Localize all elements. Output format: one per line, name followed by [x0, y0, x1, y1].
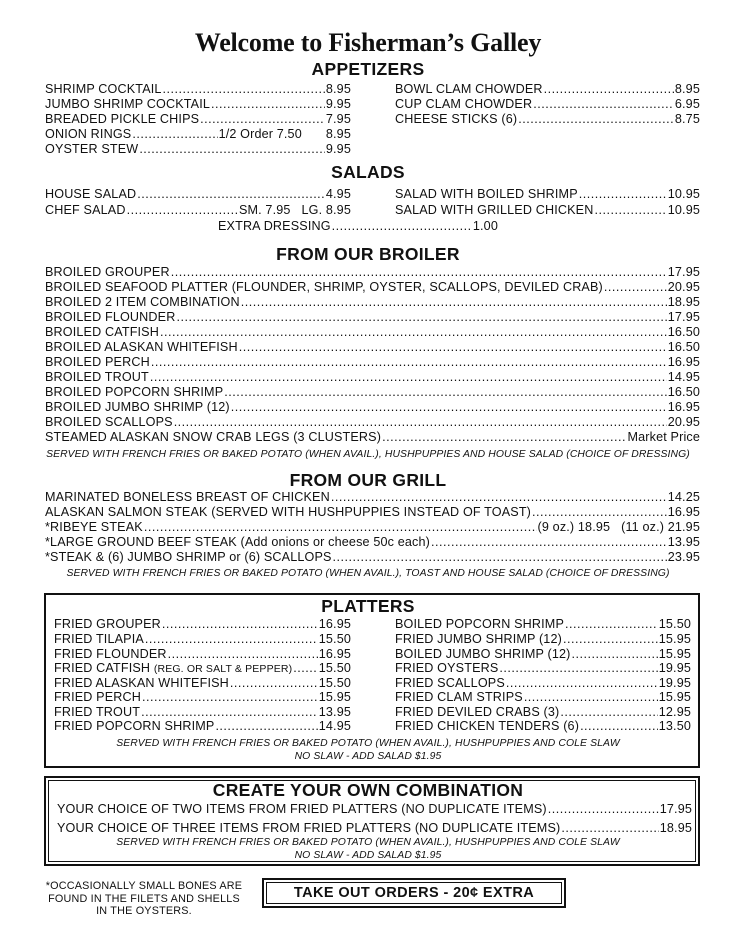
item-price: 1.00	[472, 219, 498, 233]
item-name: BROILED CATFISH	[45, 325, 159, 339]
item-price: 17.95	[659, 802, 692, 816]
item-price: 16.50	[667, 340, 700, 354]
item-price: 4.95	[325, 187, 351, 201]
item-name: ALASKAN SALMON STEAK (SERVED WITH HUSHPUPPIES INSTEAD OF TOAST)	[45, 505, 532, 519]
item-name: HOUSE SALAD	[45, 187, 137, 201]
broiler-served-note: SERVED WITH FRENCH FRIES OR BAKED POTATO (WHEN AVAIL.), HUSHPUPPIES AND HOUSE SALAD (CHOICE OF DRESSING)	[46, 449, 690, 460]
item-name: FRIED PERCH	[54, 690, 142, 704]
menu-item	[45, 385, 700, 400]
item-price: 16.95	[318, 647, 351, 661]
item-name: OYSTER STEW	[45, 142, 139, 156]
menu-item	[45, 550, 700, 565]
menu-item	[45, 370, 700, 385]
menu-item	[45, 127, 351, 142]
menu-item	[57, 821, 692, 836]
menu-item	[395, 82, 700, 97]
item-price: 12.95	[658, 705, 691, 719]
item-price: 10.95	[667, 203, 700, 217]
item-price: 14.25	[667, 490, 700, 504]
item-price: 8.75	[674, 112, 700, 126]
item-name: FRIED POPCORN SHRIMP	[54, 719, 215, 733]
item-name: BOWL CLAM CHOWDER	[395, 82, 543, 96]
menu-item	[45, 203, 351, 218]
item-name: BROILED ALASKAN WHITEFISH	[45, 340, 238, 354]
menu-item	[45, 400, 700, 415]
item-name: FRIED CLAM STRIPS	[395, 690, 523, 704]
item-price: 16.95	[667, 400, 700, 414]
item-price: 15.95	[658, 632, 691, 646]
item-price: 18.95	[659, 821, 692, 835]
menu-item	[395, 187, 700, 202]
menu-item	[45, 97, 351, 112]
item-price: (9 oz.) 18.95 (11 oz.) 21.95	[537, 520, 700, 534]
item-price: 15.50	[318, 632, 351, 646]
item-name: CHEF SALAD	[45, 203, 126, 217]
item-name: EXTRA DRESSING	[218, 219, 331, 233]
menu-item	[54, 705, 351, 720]
item-price: 13.50	[658, 719, 691, 733]
item-price: 16.50	[667, 325, 700, 339]
item-name: BROILED JUMBO SHRIMP (12)	[45, 400, 230, 414]
menu-item	[45, 310, 700, 325]
appetizers-heading: APPETIZERS	[311, 59, 425, 79]
bones-disclaimer: *OCCASIONALLY SMALL BONES ARE FOUND IN THE FILETS AND SHELLS IN THE OYSTERS.	[45, 880, 243, 917]
item-name: FRIED JUMBO SHRIMP (12)	[395, 632, 562, 646]
item-name: *STEAK & (6) JUMBO SHRIMP or (6) SCALLOPS	[45, 550, 332, 564]
item-price: 15.50	[318, 661, 351, 675]
item-name-detail: (REG. OR SALT & PEPPER)	[153, 663, 293, 675]
item-price: 17.95	[667, 265, 700, 279]
menu-item	[54, 661, 351, 677]
item-price: 19.95	[658, 676, 691, 690]
takeout-banner: TAKE OUT ORDERS - 20¢ EXTRA	[262, 878, 566, 908]
item-name: SALAD WITH GRILLED CHICKEN	[395, 203, 594, 217]
menu-item	[395, 647, 691, 662]
item-name: BROILED SEAFOOD PLATTER (FLOUNDER, SHRIMP, OYSTER, SCALLOPS, DEVILED CRAB)	[45, 280, 603, 294]
menu-item	[395, 690, 691, 705]
item-price: 6.95	[674, 97, 700, 111]
item-price: 18.95	[667, 295, 700, 309]
item-name: BROILED POPCORN SHRIMP	[45, 385, 224, 399]
item-price: 15.50	[658, 617, 691, 631]
grill-served-note: SERVED WITH FRENCH FRIES OR BAKED POTATO (WHEN AVAIL.), TOAST AND HOUSE SALAD (CHOICE OF DRESSING)	[66, 568, 670, 579]
item-price: 15.95	[658, 647, 691, 661]
item-name: CHEESE STICKS (6)	[395, 112, 518, 126]
menu-item	[45, 505, 700, 520]
menu-item	[45, 520, 700, 535]
item-name: FRIED TILAPIA	[54, 632, 144, 646]
item-name: BOILED POPCORN SHRIMP	[395, 617, 564, 631]
menu-item	[54, 676, 351, 691]
item-name: *LARGE GROUND BEEF STEAK (Add onions or cheese 50c each)	[45, 535, 430, 549]
item-price: 13.95	[318, 705, 351, 719]
menu-item	[395, 203, 700, 218]
item-name: *RIBEYE STEAK	[45, 520, 143, 534]
item-price: 16.95	[318, 617, 351, 631]
item-name: YOUR CHOICE OF TWO ITEMS FROM FRIED PLATTERS (NO DUPLICATE ITEMS)	[57, 802, 547, 816]
combination-slaw-note: NO SLAW - ADD SALAD $1.95	[294, 850, 442, 861]
item-name: BROILED FLOUNDER	[45, 310, 176, 324]
menu-item	[45, 142, 351, 157]
menu-item	[45, 295, 700, 310]
item-name: BREADED PICKLE CHIPS	[45, 112, 200, 126]
item-name: FRIED CATFISH (REG. OR SALT & PEPPER)	[54, 661, 293, 675]
combination-heading: CREATE YOUR OWN COMBINATION	[212, 780, 524, 800]
menu-item	[45, 430, 700, 445]
menu-item	[395, 97, 700, 112]
item-price: 17.95	[667, 310, 700, 324]
item-price: SM. 7.95 LG. 8.95	[238, 203, 351, 217]
item-price: 9.95	[325, 97, 351, 111]
item-name: FRIED FLOUNDER	[54, 647, 167, 661]
item-name: BROILED 2 ITEM COMBINATION	[45, 295, 240, 309]
item-half-order: 1/2 Order 7.50	[218, 127, 302, 141]
platters-slaw-note: NO SLAW - ADD SALAD $1.95	[294, 751, 442, 762]
menu-item	[218, 219, 498, 234]
menu-item	[54, 690, 351, 705]
menu-item	[45, 340, 700, 355]
item-price: 8.95	[325, 127, 351, 141]
menu-item	[54, 719, 351, 734]
item-name: SHRIMP COCKTAIL	[45, 82, 162, 96]
item-name: BROILED PERCH	[45, 355, 150, 369]
platters-heading: PLATTERS	[321, 596, 415, 616]
menu-item	[45, 82, 351, 97]
item-price: 10.95	[667, 187, 700, 201]
menu-item	[395, 705, 691, 720]
item-price: 8.95	[325, 82, 351, 96]
item-name: BROILED TROUT	[45, 370, 149, 384]
item-price: 14.95	[667, 370, 700, 384]
item-name: BOILED JUMBO SHRIMP (12)	[395, 647, 571, 661]
grill-heading: FROM OUR GRILL	[289, 470, 447, 490]
item-price: 23.95	[667, 550, 700, 564]
item-name: MARINATED BONELESS BREAST OF CHICKEN	[45, 490, 330, 504]
item-price: 15.95	[318, 690, 351, 704]
item-name: YOUR CHOICE OF THREE ITEMS FROM FRIED PLATTERS (NO DUPLICATE ITEMS)	[57, 821, 561, 835]
item-price: 15.50	[318, 676, 351, 690]
item-price: 20.95	[667, 280, 700, 294]
menu-item	[54, 647, 351, 662]
menu-item	[395, 661, 691, 676]
item-price: 14.95	[318, 719, 351, 733]
salads-heading: SALADS	[331, 162, 405, 182]
combination-served-note: SERVED WITH FRENCH FRIES OR BAKED POTATO (WHEN AVAIL.), HUSHPUPPIES AND COLE SLAW	[116, 837, 620, 848]
item-price: 20.95	[667, 415, 700, 429]
menu-item	[395, 676, 691, 691]
menu-item	[54, 632, 351, 647]
menu-item	[45, 187, 351, 202]
menu-item	[395, 719, 691, 734]
item-name: FRIED ALASKAN WHITEFISH	[54, 676, 229, 690]
platters-served-note: SERVED WITH FRENCH FRIES OR BAKED POTATO (WHEN AVAIL.), HUSHPUPPIES AND COLE SLAW	[116, 738, 620, 749]
menu-item	[395, 112, 700, 127]
item-name: FRIED GROUPER	[54, 617, 161, 631]
item-name: FRIED OYSTERS	[395, 661, 499, 675]
item-price: 9.95	[325, 142, 351, 156]
item-price: 8.95	[674, 82, 700, 96]
page-title: Welcome to Fisherman’s Galley	[194, 28, 542, 57]
item-name: FRIED SCALLOPS	[395, 676, 505, 690]
menu-item	[45, 280, 700, 295]
item-price: 7.95	[325, 112, 351, 126]
item-name: FRIED CHICKEN TENDERS (6)	[395, 719, 580, 733]
menu-item	[45, 490, 700, 505]
item-name: STEAMED ALASKAN SNOW CRAB LEGS (3 CLUSTERS)	[45, 430, 382, 444]
menu-item	[45, 265, 700, 280]
item-name: BROILED GROUPER	[45, 265, 170, 279]
menu-item	[45, 325, 700, 340]
menu-item	[54, 617, 351, 632]
menu-item	[395, 617, 691, 632]
menu-item	[45, 112, 351, 127]
item-name: FRIED DEVILED CRABS (3)	[395, 705, 560, 719]
item-name: JUMBO SHRIMP COCKTAIL	[45, 97, 211, 111]
item-price: Market Price	[627, 430, 700, 444]
menu-item	[45, 415, 700, 430]
item-name: SALAD WITH BOILED SHRIMP	[395, 187, 578, 201]
item-price: 13.95	[667, 535, 700, 549]
item-name: ONION RINGS	[45, 127, 132, 141]
broiler-heading: FROM OUR BROILER	[276, 244, 460, 264]
item-price: 16.95	[667, 355, 700, 369]
item-name: FRIED TROUT	[54, 705, 141, 719]
item-price: 15.95	[658, 690, 691, 704]
item-name: BROILED SCALLOPS	[45, 415, 173, 429]
item-price: 16.50	[667, 385, 700, 399]
item-price: 16.95	[667, 505, 700, 519]
menu-item	[395, 632, 691, 647]
menu-item	[45, 355, 700, 370]
menu-item	[57, 802, 692, 817]
item-name: CUP CLAM CHOWDER	[395, 97, 533, 111]
menu-item	[45, 535, 700, 550]
item-price: 19.95	[658, 661, 691, 675]
